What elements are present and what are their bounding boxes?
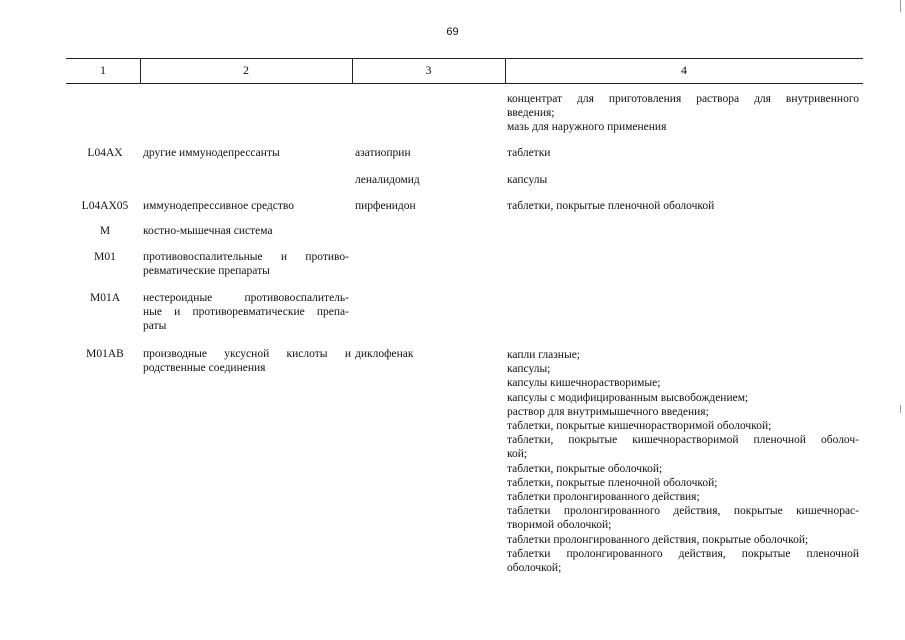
column-header-4: 4 (681, 63, 687, 77)
inn-pirfenidone: пирфенидон (355, 200, 416, 212)
group-line: родственные соединения (143, 362, 266, 375)
inn-lenalidomide: леналидомид (355, 174, 420, 186)
dosage-form-line: концентрат для приготовления раствора для внутривенного (507, 93, 859, 105)
dosage-form-line: таблетки пролонгированного действия; (507, 491, 700, 504)
dosage-form-line: таблетки, покрытые кишечнорастворимой оболочкой; (507, 420, 772, 433)
dosage-form-line: капли глазные; (507, 349, 580, 361)
atc-code-m01a: M01A (89, 292, 121, 304)
atc-code-l04ax: L04AX (87, 147, 123, 159)
column-header-3: 3 (425, 63, 432, 77)
atc-code-m01ab: M01AB (86, 348, 124, 360)
atc-code-m: M (99, 225, 111, 237)
table-header-top-rule (66, 58, 863, 59)
atc-group-l04ax05: иммунодепрессивное средство (143, 200, 294, 212)
column-header-2: 2 (243, 63, 249, 77)
dosage-form-line: таблетки, покрытые кишечнорастворимой пленочной оболоч- (507, 434, 859, 447)
dosage-form-line: таблетки пролонгированного действия, покрытые пленочной (507, 547, 859, 560)
atc-group-m01ab (143, 347, 351, 375)
atc-code-l04ax05: L04AX05 (81, 200, 129, 212)
dosage-form-line: таблетки пролонгированного действия, покрытые кишечнорас- (507, 505, 859, 518)
dosage-form-pirfenidone: таблетки, покрытые пленочной оболочкой (507, 200, 715, 212)
group-line: раты (143, 320, 167, 333)
atc-group-l04ax: другие иммунодепрессанты (143, 147, 280, 159)
atc-group-m01a (143, 291, 349, 334)
dosage-form-azathioprine: таблетки (507, 147, 551, 159)
carryover-forms (507, 92, 859, 135)
inn-diclofenac: диклофенак (355, 348, 414, 360)
group-line: ные и противоревматические препа- (143, 306, 349, 319)
table-header-bottom-rule (66, 83, 863, 84)
dosage-form-line: раствор для внутримышечного введения; (507, 405, 709, 418)
column-header-1: 1 (100, 63, 106, 77)
dosage-forms-diclofenac (507, 348, 859, 575)
dosage-form-lenalidomide: капсулы (507, 174, 548, 186)
atc-group-m: костно-мышечная система (143, 225, 273, 237)
group-line: нестероидные противовоспалитель- (143, 292, 349, 304)
group-line: противовоспалительные и противо- (143, 251, 349, 263)
dosage-form-line: таблетки, покрытые оболочкой; (507, 462, 663, 475)
dosage-form-line: капсулы кишечнорастворимые; (507, 377, 661, 390)
dosage-form-line: мазь для наружного применения (507, 121, 667, 134)
dosage-form-line: оболочкой; (507, 562, 562, 575)
dosage-form-line: творимой оболочкой; (507, 519, 612, 532)
dosage-form-line: таблетки пролонгированного действия, покрытые оболочкой; (507, 533, 809, 546)
page-number: 69 (446, 26, 459, 38)
inn-azathioprine: азатиоприн (355, 147, 411, 159)
dosage-form-line: капсулы; (507, 363, 551, 376)
dosage-form-line: капсулы с модифицированным высвобождением; (507, 391, 749, 404)
atc-code-m01: M01 (94, 251, 116, 263)
group-line: ревматические препараты (143, 265, 270, 278)
dosage-form-line: таблетки, покрытые пленочной оболочкой; (507, 476, 718, 489)
group-line: производные уксусной кислоты и (143, 348, 351, 360)
scan-mark (900, 405, 901, 413)
scan-mark (900, 0, 901, 12)
dosage-form-line: кой; (507, 448, 528, 461)
dosage-form-line: введения; (507, 107, 555, 120)
atc-group-m01 (143, 250, 349, 278)
